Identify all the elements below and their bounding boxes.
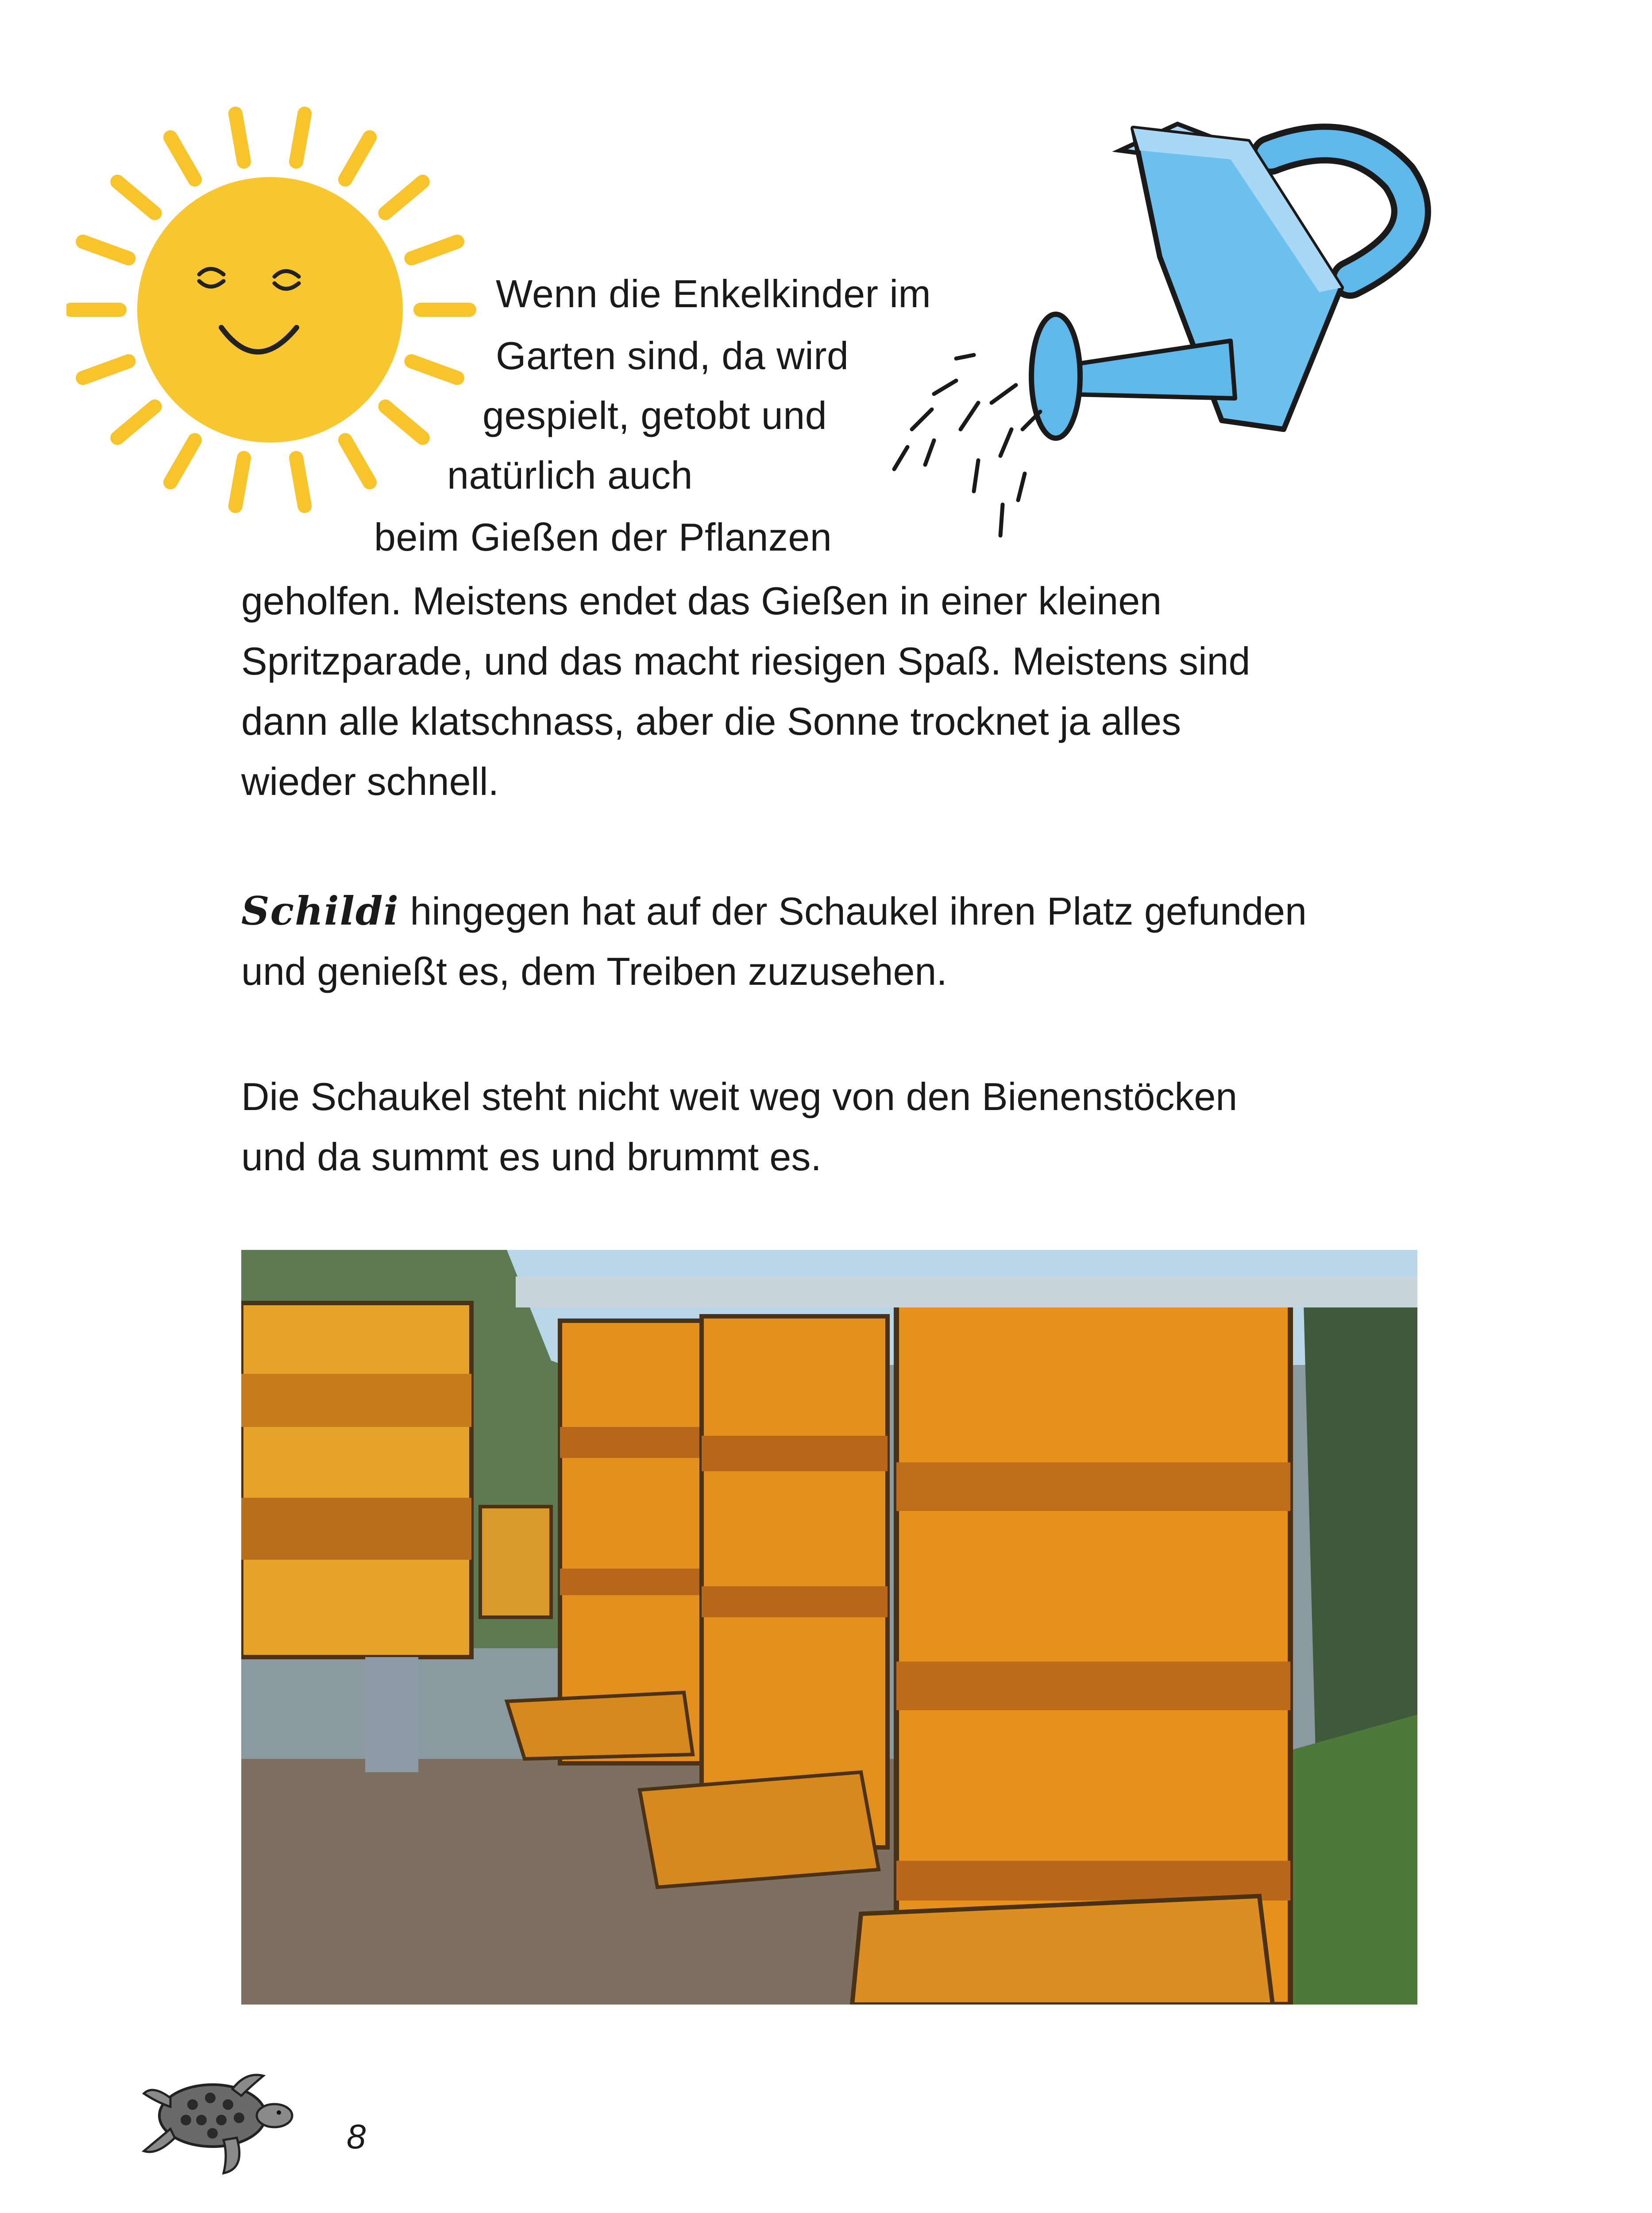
- watering-can-icon: [885, 111, 1461, 553]
- paragraph-1-line-4: wieder schnell.: [241, 760, 499, 803]
- sun-ray: [345, 440, 370, 482]
- intro-line-3: gespielt, getobt und: [482, 393, 827, 437]
- sun-ray: [385, 182, 422, 213]
- sun-ray: [296, 114, 305, 162]
- sun-ray: [411, 242, 457, 258]
- sun-ray: [83, 242, 128, 258]
- intro-line-2: Garten sind, da wird: [496, 334, 849, 378]
- intro-line-1: Wenn die Enkelkinder im: [496, 272, 931, 316]
- sun-ray: [235, 458, 244, 506]
- turtle-shell-spot: [196, 2115, 207, 2125]
- turtle-icon: [139, 2063, 299, 2178]
- paragraph-2-line-1-text: hingegen hat auf der Schaukel ihren Platz gefunden: [399, 889, 1307, 933]
- turtle-shell-spot: [207, 2128, 218, 2139]
- sun-ray: [117, 407, 154, 438]
- sun-ray: [235, 114, 244, 162]
- turtle-shell-spot: [216, 2115, 227, 2125]
- paragraph-3: [241, 1067, 1436, 1187]
- turtle-shell-spot: [223, 2099, 233, 2110]
- paragraph-2-line-2: und genießt es, dem Treiben zuzusehen.: [241, 949, 947, 993]
- sun-icon: [66, 106, 491, 531]
- paragraph-2-line-1: [241, 881, 1436, 941]
- turtle-shell-spot: [181, 2115, 191, 2125]
- paragraph-1: [241, 571, 1436, 812]
- paragraph-3-line-1: Die Schaukel steht nicht weit weg von den Bienenstöcken: [241, 1075, 1238, 1118]
- paragraph-1-line-3: dann alle klatschnass, aber die Sonne trocknet ja alles: [241, 699, 1181, 743]
- character-name: Schildi: [241, 888, 399, 934]
- sun-ray: [170, 440, 195, 482]
- paragraph-3-line-2: und da summt es und brummt es.: [241, 1135, 822, 1179]
- sun-ray: [345, 137, 370, 179]
- turtle-shell-spot: [187, 2099, 198, 2110]
- paragraph-2: [241, 881, 1436, 1002]
- intro-line-5: beim Gießen der Pflanzen: [374, 515, 832, 559]
- sun-ray: [117, 182, 154, 213]
- sun-ray: [296, 458, 305, 506]
- beehive-photo: [241, 1250, 1417, 2005]
- turtle-shell-spot: [234, 2113, 244, 2123]
- sun-ray: [411, 361, 457, 378]
- sun-ray: [385, 407, 422, 438]
- intro-line-4: natürlich auch: [447, 453, 693, 497]
- sun-ray: [170, 137, 195, 179]
- turtle-shell-spot: [205, 2093, 216, 2103]
- page-number: 8: [347, 2117, 366, 2156]
- paragraph-1-line-2: Spritzparade, und das macht riesigen Spaß. Meistens sind: [241, 639, 1251, 683]
- paragraph-1-line-1: geholfen. Meistens endet das Gießen in einer kleinen: [241, 579, 1162, 623]
- sun-ray: [83, 361, 128, 378]
